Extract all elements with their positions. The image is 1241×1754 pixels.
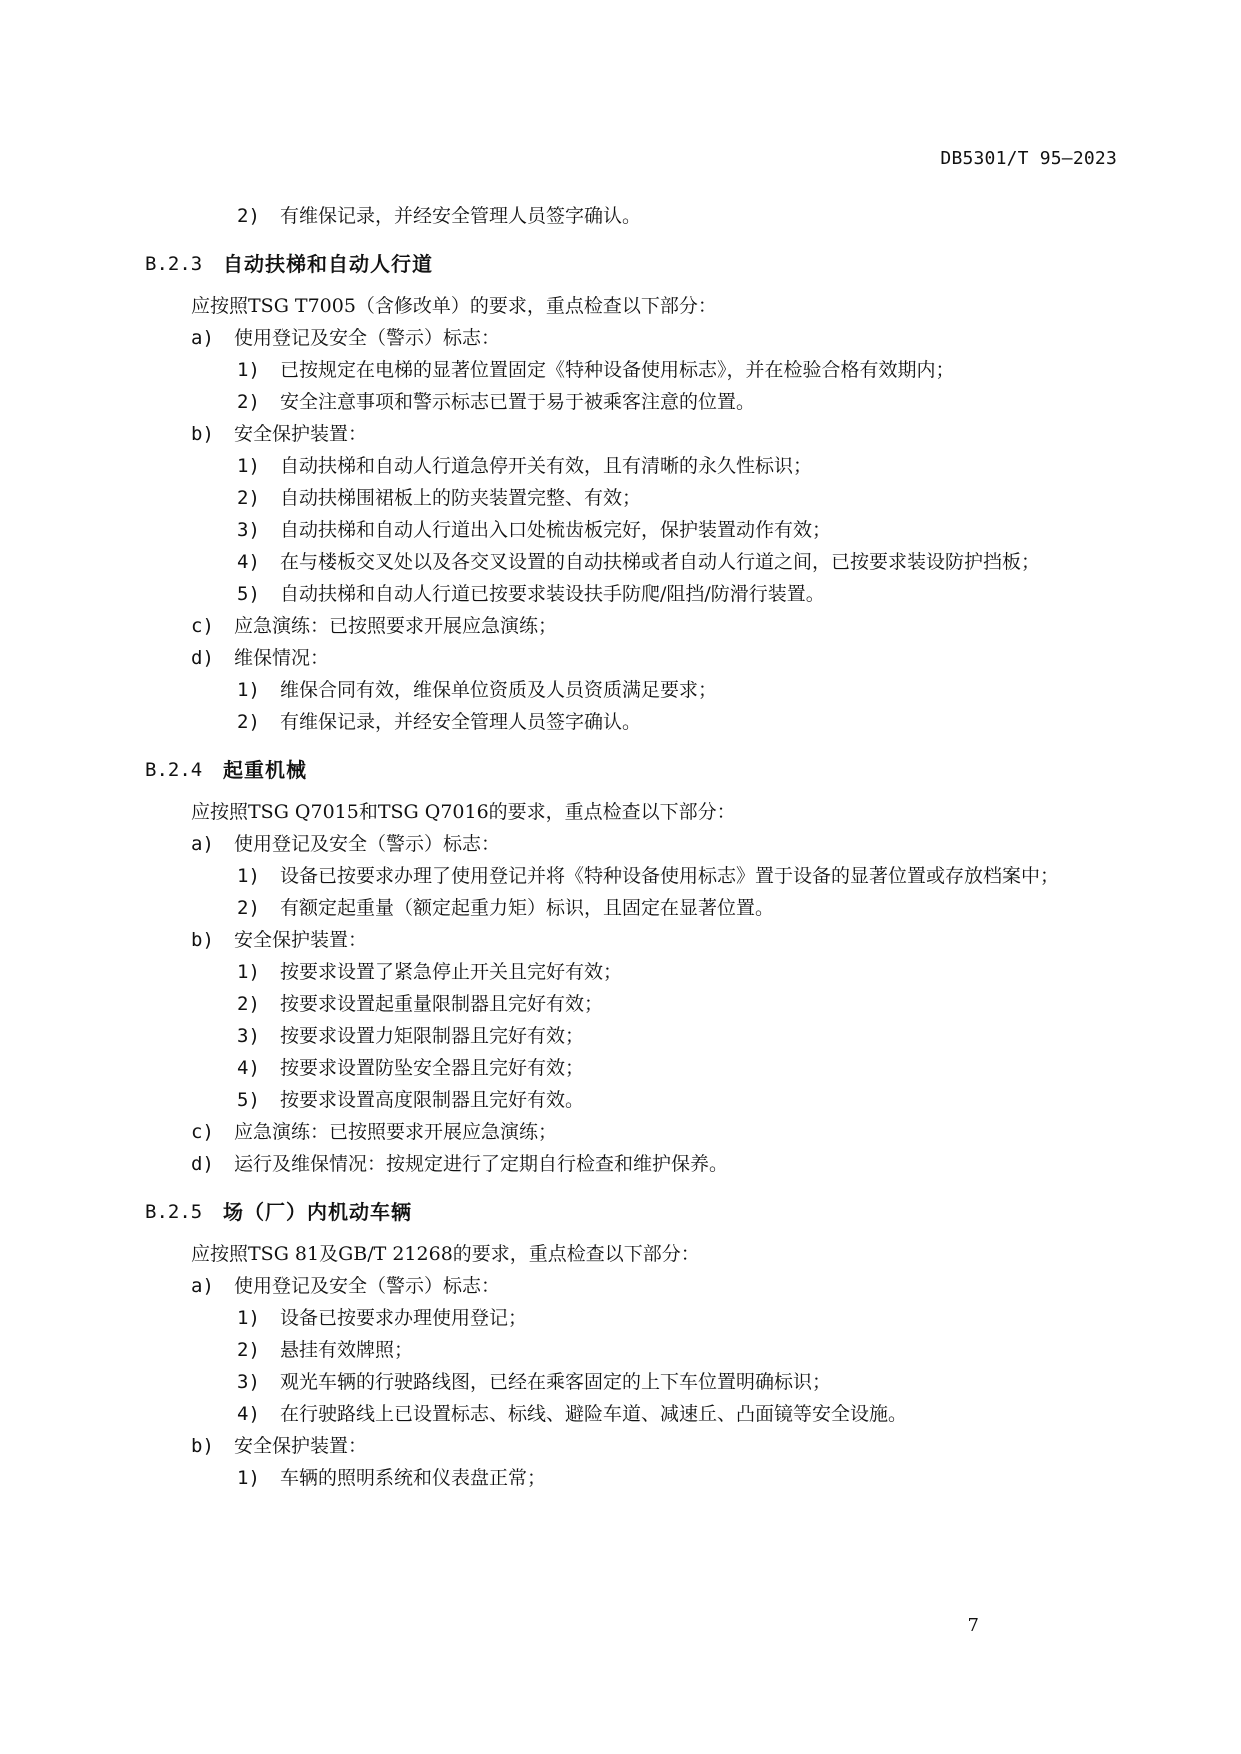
section-number: B.2.3 [145,253,203,275]
list-marker: 2) [237,391,260,413]
list-item-text: 观光车辆的行驶路线图，已经在乘客固定的上下车位置明确标识； [280,1371,832,1393]
list-item-text: 有维保记录，并经安全管理人员签字确认。 [280,205,642,227]
list-item-text: 使用登记及安全（警示）标志： [234,1275,501,1297]
sub-list-item [145,1398,1120,1430]
list-marker: b) [191,423,214,445]
sub-list-item [145,386,1120,418]
list-marker: 2) [237,1339,260,1361]
list-marker: 1) [237,1307,260,1329]
list-item [145,1116,1120,1148]
sub-list-item [145,706,1120,738]
section-heading [145,246,1120,282]
sub-list-item [145,1302,1120,1334]
list-item-text: 应急演练：已按照要求开展应急演练； [234,1121,558,1143]
sub-list-item [145,1366,1120,1398]
list-item-text: 设备已按要求办理了使用登记并将《特种设备使用标志》置于设备的显著位置或存放档案中； [280,865,1060,887]
sub-list-item [145,1084,1120,1116]
list-marker: 4) [237,1403,260,1425]
list-item-text: 自动扶梯和自动人行道急停开关有效，且有清晰的永久性标识； [280,455,813,477]
list-marker: c) [191,1121,214,1143]
carryover-list-item [145,200,1120,232]
list-item-text: 自动扶梯和自动人行道出入口处梳齿板完好，保护装置动作有效； [280,519,832,541]
list-item-text: 按要求设置了紧急停止开关且完好有效； [280,961,623,983]
list-item [145,322,1120,354]
list-marker: 3) [237,519,260,541]
list-item-text: 车辆的照明系统和仪表盘正常； [280,1467,547,1489]
list-marker: 4) [237,551,260,573]
sub-list-item [145,1462,1120,1494]
sub-list-item [145,354,1120,386]
list-item-text: 使用登记及安全（警示）标志： [234,327,501,349]
section-intro: 应按照TSG T7005（含修改单）的要求，重点检查以下部分： [191,295,717,317]
list-marker: d) [191,1153,214,1175]
list-item-text: 安全保护装置： [234,1435,368,1457]
list-item-text: 按要求设置防坠安全器且完好有效； [280,1057,585,1079]
list-marker: 4) [237,1057,260,1079]
section-title: 自动扶梯和自动人行道 [223,252,433,276]
list-item [145,924,1120,956]
list-item-text: 按要求设置力矩限制器且完好有效； [280,1025,585,1047]
section-heading [145,1194,1120,1230]
list-marker: 1) [237,1467,260,1489]
list-item-text: 在与楼板交叉处以及各交叉设置的自动扶梯或者自动人行道之间，已按要求装设防护挡板； [280,551,1041,573]
list-marker: c) [191,615,214,637]
list-item-text: 运行及维保情况：按规定进行了定期自行检查和维护保养。 [234,1153,729,1175]
sub-list-item [145,956,1120,988]
list-item-text: 安全保护装置： [234,929,368,951]
list-item-text: 安全保护装置： [234,423,368,445]
list-marker: 2) [237,711,260,733]
list-marker: a) [191,1275,214,1297]
section-intro: 应按照TSG Q7015和TSG Q7016的要求，重点检查以下部分： [191,801,736,823]
sub-list-item [145,892,1120,924]
list-item-text: 自动扶梯围裙板上的防夹装置完整、有效； [280,487,642,509]
sub-list-item [145,860,1120,892]
section-title: 场（厂）内机动车辆 [223,1200,412,1224]
list-item-text: 按要求设置起重量限制器且完好有效； [280,993,604,1015]
sub-list-item [145,546,1120,578]
sub-list-item [145,578,1120,610]
list-item-text: 在行驶路线上已设置标志、标线、避险车道、减速丘、凸面镜等安全设施。 [280,1403,908,1425]
list-marker: 5) [237,583,260,605]
list-item [145,1148,1120,1180]
list-marker: 1) [237,359,260,381]
list-item [145,418,1120,450]
list-item-text: 使用登记及安全（警示）标志： [234,833,501,855]
section-title: 起重机械 [223,758,307,782]
list-marker: 2) [237,487,260,509]
sub-list-item [145,482,1120,514]
list-item-text: 已按规定在电梯的显著位置固定《特种设备使用标志》，并在检验合格有效期内； [280,359,955,381]
list-item-text: 有额定起重量（额定起重力矩）标识，且固定在显著位置。 [280,897,775,919]
list-marker: 2) [237,993,260,1015]
list-marker: 5) [237,1089,260,1111]
list-item-text: 有维保记录，并经安全管理人员签字确认。 [280,711,642,733]
list-item-text: 自动扶梯和自动人行道已按要求装设扶手防爬/阻挡/防滑行装置。 [280,583,825,605]
list-marker: a) [191,833,214,855]
section-heading [145,752,1120,788]
list-item [145,828,1120,860]
list-marker: 1) [237,865,260,887]
list-marker: a) [191,327,214,349]
list-marker: 3) [237,1025,260,1047]
sub-list-item [145,674,1120,706]
list-marker: d) [191,647,214,669]
document-content [145,200,1120,1494]
list-item-text: 悬挂有效牌照； [280,1339,414,1361]
list-marker: b) [191,1435,214,1457]
list-marker: 2) [237,897,260,919]
list-marker: 2) [237,205,260,227]
list-item-text: 按要求设置高度限制器且完好有效。 [280,1089,585,1111]
list-item-text: 维保合同有效，维保单位资质及人员资质满足要求； [280,679,718,701]
list-marker: 3) [237,1371,260,1393]
list-item [145,1270,1120,1302]
section-number: B.2.5 [145,1201,203,1223]
list-item-text: 设备已按要求办理使用登记； [280,1307,528,1329]
list-marker: 1) [237,679,260,701]
list-item-text: 应急演练：已按照要求开展应急演练； [234,615,558,637]
list-item [145,610,1120,642]
sub-list-item [145,1020,1120,1052]
list-item-text: 维保情况： [234,647,330,669]
sub-list-item [145,1052,1120,1084]
list-marker: b) [191,929,214,951]
sub-list-item [145,988,1120,1020]
list-item [145,1430,1120,1462]
list-item-text: 安全注意事项和警示标志已置于易于被乘客注意的位置。 [280,391,756,413]
sub-list-item [145,514,1120,546]
section-intro: 应按照TSG 81及GB/T 21268的要求，重点检查以下部分： [191,1243,700,1265]
list-item [145,642,1120,674]
list-marker: 1) [237,455,260,477]
document-code: DB5301/T 95—2023 [940,148,1117,169]
page-number: 7 [967,1615,979,1636]
section-number: B.2.4 [145,759,203,781]
list-marker: 1) [237,961,260,983]
sub-list-item [145,1334,1120,1366]
sub-list-item [145,450,1120,482]
